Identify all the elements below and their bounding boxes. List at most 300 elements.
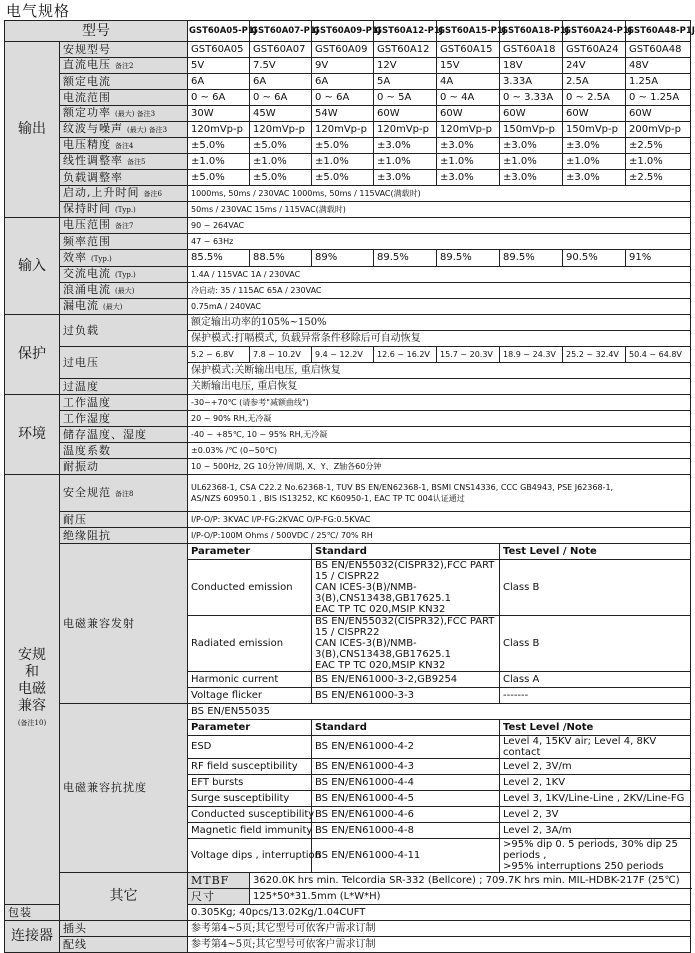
value-cell: ±2.5% [626,170,691,186]
ems-header: Standard [312,720,500,736]
value-cell: 9V [312,58,374,74]
value-cell: 6A [188,74,250,90]
value-cell: 0 ~ 6A [188,90,250,106]
row-label: 尺寸 [191,889,215,903]
row-label-cell [60,704,188,873]
value-cell: 90 ~ 264VAC [188,218,691,234]
row-label-cell [60,921,188,937]
row-label-cell [60,202,188,218]
value-cell: 保护模式:打嗝模式, 负载异常条件移除后可自动恢复 [188,331,691,347]
category-line: 兼容 [18,698,46,714]
value-cell: ±1.0% [374,154,437,170]
cell-line: CAN ICES-3(B)/NMB-3(B),CNS13438,GB17625.1 [315,582,451,604]
row-label: 包装 [8,905,32,919]
row-note: (最大) [103,303,123,311]
value-cell: 0 ~ 6A [250,90,312,106]
value-cell: 60W [626,106,691,122]
value-cell: 5A [374,74,437,90]
row-label-cell [60,459,188,475]
row-label-cell [60,315,188,347]
value-cell: 89.5% [374,250,437,267]
value-cell: 0 ~ 1.25A [626,90,691,106]
table-row [5,544,691,560]
cell-line: >95% interruptions 250 periods [503,861,664,872]
row-label: 负载调整率 [63,170,123,184]
cell-line: BS EN/EN61000-3-3 [315,690,414,701]
row-label: 额定电流 [63,74,111,88]
value-cell: GST60A24 [563,42,626,58]
table-row [5,138,691,154]
value-cell: 30W [188,106,250,122]
row-note: 备注6 [143,190,162,198]
category-line: 和 [25,664,39,680]
row-note: 备注7 [115,222,134,230]
table-row [5,512,691,528]
value-cell: 0 ~ 3.33A [500,90,563,106]
table-row [5,347,691,363]
value-cell: ±5.0% [312,170,374,186]
table-row [5,74,691,90]
row-label-cell [60,299,188,315]
emi-param: Conducted emission [188,560,312,616]
table-row [5,873,691,889]
value-cell: 120mVp-p [437,122,500,138]
row-label-cell [60,74,188,90]
row-label: 电流范围 [63,90,111,104]
row-label-cell [60,170,188,186]
ems-level [500,823,691,839]
value-cell: 150mVp-p [563,122,626,138]
row-note: (最大) 备注3 [115,110,156,118]
table-row [5,395,691,411]
cell-line: Level 2, 3A/m [503,825,572,836]
emi-header: Standard [312,544,500,560]
row-note: 备注5 [127,158,146,166]
table-row [5,283,691,299]
table-row [5,315,691,331]
value-cell: 0 ~ 5A [374,90,437,106]
row-label: 纹波与噪声 [63,122,123,135]
value-cell: GST60A15 [437,42,500,58]
category-line: 安规 [18,647,46,663]
row-label: 线性调整率 [63,154,123,167]
table-row [5,921,691,937]
value-cell: 200mVp-p [626,122,691,138]
model-name: GST60A12-P1J [374,21,437,42]
value-cell: 0 ~ 6A [312,90,374,106]
category-input: 输入 [5,218,60,315]
row-label-cell [60,42,188,58]
value-cell: ±2.5% [626,138,691,154]
value-cell: 1000ms, 50ms / 230VAC 1000ms, 50ms / 115VAC(满载时) [188,186,691,202]
value-cell: 3620.0K hrs min. Telcordia SR-332 (Bellcore) ; 709.7K hrs min. MIL-HDBK-217F (25℃) [250,873,691,889]
value-cell: 7.8 ~ 10.2V [250,347,312,363]
row-label: 额定功率 [63,106,111,119]
cell-line: Level 4, 15KV air; Level 4, 8KV contact [503,736,657,758]
value-cell: ±5.0% [188,138,250,154]
row-label: 工作温度 [63,395,111,409]
row-label: 电压精度 [63,138,111,151]
cell-line: Level 2, 3V [503,809,559,820]
value-cell: 12V [374,58,437,74]
value-cell: 25.2 ~ 32.4V [563,347,626,363]
row-label-cell [60,186,188,202]
category-others: 其它 [60,873,188,921]
ems-standard: BS EN/EN61000-4-5 [312,791,500,807]
table-row [5,475,691,512]
model-name: GST60A15-P1J [437,21,500,42]
table-row [5,427,691,443]
value-cell: 89.5% [437,250,500,267]
table-row [5,170,691,186]
row-label: 浪涌电流 [63,283,111,296]
value-cell: GST60A48 [626,42,691,58]
table-row [5,186,691,202]
row-label: 过负载 [63,323,99,337]
value-cell: 6A [250,74,312,90]
value-cell: 5.2 ~ 6.8V [188,347,250,363]
ems-standard: BS EN/EN61000-4-3 [312,759,500,775]
ems-standard: BS EN/EN61000-4-8 [312,823,500,839]
value-cell: 0.75mA / 240VAC [188,299,691,315]
ems-level [500,775,691,791]
ems-level [500,807,691,823]
value-cell: 150mVp-p [500,122,563,138]
row-label: 过电压 [63,355,99,369]
ems-header: Parameter [188,720,312,736]
model-name: GST60A18-P1J [500,21,563,42]
emi-standard [312,688,500,704]
ems-param: Voltage dips , interruption [188,839,312,873]
value-cell: 1.4A / 115VAC 1A / 230VAC [188,267,691,283]
category-connector: 连接器 [5,921,60,953]
value-cell: 60W [374,106,437,122]
value-cell: ±3.0% [437,170,500,186]
row-label-cell [60,138,188,154]
value-cell: 60W [500,106,563,122]
value-cell: GST60A07 [250,42,312,58]
category-protection: 保护 [5,315,60,395]
header-label: 型号 [5,21,188,42]
row-label: 耐压 [63,512,87,526]
row-label: MTBF [191,873,230,887]
table-row [5,58,691,74]
value-cell [188,475,691,512]
value-cell: 4A [437,74,500,90]
value-cell: 125*50*31.5mm (L*W*H) [250,889,691,905]
row-label: 保持时间 [63,202,111,215]
row-label: 电磁兼容发射 [63,616,135,630]
row-note: (最大) [115,287,135,295]
row-label: 过温度 [63,379,99,393]
value-cell: 89% [312,250,374,267]
table-row [5,106,691,122]
value-cell: 120mVp-p [250,122,312,138]
model-name: GST60A24-P1J [563,21,626,42]
value-cell: 保护模式:关断输出电压, 重启恢复 [188,363,691,379]
row-label-cell [60,234,188,250]
value-cell: 90.5% [563,250,626,267]
table-row [5,379,691,395]
row-label: 插头 [63,921,87,935]
value-cell: 冷启动: 35 / 115AC 65A / 230VAC [188,283,691,299]
cell-line: BS EN/EN61000-3-2,GB9254 [315,674,458,685]
value-cell: 15V [437,58,500,74]
table-row [5,21,691,42]
emi-level: ------- [500,688,691,704]
ems-header: Test Level /Note [500,720,691,736]
row-label-cell [60,90,188,106]
value-cell: ±1.0% [437,154,500,170]
value-cell: 0 ~ 2.5A [563,90,626,106]
value-cell: 24V [563,58,626,74]
value-cell: 45W [250,106,312,122]
value-cell: 9.4 ~ 12.2V [312,347,374,363]
row-label: 工作湿度 [63,411,111,425]
value-cell: 89.5% [500,250,563,267]
cell-line: Level 2, 3V/m [503,761,572,772]
row-note: (Typ.) [115,206,136,214]
value-cell: 91% [626,250,691,267]
value-cell: 54W [312,106,374,122]
row-label: 直流电压 [63,58,111,71]
emi-param: Radiated emission [188,616,312,672]
cell-line: >95% dip 0. 5 periods, 30% dip 25 periods , [503,839,678,861]
row-label-cell [60,58,188,74]
emi-header: Test Level / Note [500,544,691,560]
value-cell: I/P-O/P: 3KVAC I/P-FG:2KVAC O/P-FG:0.5KVAC [188,512,691,528]
row-note: 备注8 [115,489,134,498]
table-row [5,234,691,250]
value-cell: 参考第4~5页;其它型号可依客户需求订制 [188,937,691,953]
table-row [5,411,691,427]
value-cell: 12.6 ~ 16.2V [374,347,437,363]
emi-param: Voltage flicker [188,688,312,704]
row-label-cell [60,528,188,544]
row-label: 耐振动 [63,459,99,473]
table-row [5,250,691,267]
category-line: 电磁 [18,681,46,697]
row-label-cell [60,411,188,427]
model-name: GST60A48-P1J [626,21,691,42]
value-cell: ±1.0% [188,154,250,170]
model-name: GST60A09-P1J [312,21,374,42]
row-label: 电磁兼容抗扰度 [63,781,147,794]
value-cell: 额定输出功率的105%~150% [188,315,691,331]
table-row [5,154,691,170]
value-cell: ±3.0% [563,170,626,186]
row-label-cell [60,154,188,170]
row-label-cell [188,873,250,889]
row-label: 启动,上升时间 [63,186,140,199]
value-cell: 0 ~ 4A [437,90,500,106]
value-cell: 18V [500,58,563,74]
row-note: 备注4 [115,142,134,150]
ems-level [500,736,691,759]
row-label-cell [60,106,188,122]
value-cell: 15.7 ~ 20.3V [437,347,500,363]
row-label-cell [60,937,188,953]
cell-line: Level 2, 1KV [503,777,566,788]
value-cell: ±1.0% [312,154,374,170]
value-cell: 1.25A [626,74,691,90]
emi-level: Class B [500,616,691,672]
value-cell: 48V [626,58,691,74]
cell-line: UL62368-1, CSA C22.2 No.62368-1, TUV BS EN/EN62368-1, BSMI CNS14336, CCC GB4943, PSE J62368-1, [191,483,614,492]
emi-level: Class B [500,560,691,616]
value-cell: 60W [563,106,626,122]
row-label-cell [60,347,188,379]
value-cell: -30~+70℃ (请参考"减额曲线") [188,395,691,411]
value-cell: ±5.0% [188,170,250,186]
value-cell: ±3.0% [500,170,563,186]
value-cell: 85.5% [188,250,250,267]
emi-standard [312,616,500,672]
row-label-cell [60,512,188,528]
value-cell: I/P-O/P:100M Ohms / 500VDC / 25℃/ 70% RH [188,528,691,544]
row-label: 储存温度、湿度 [63,427,147,441]
ems-standard: BS EN/EN61000-4-2 [312,736,500,759]
value-cell: 120mVp-p [312,122,374,138]
value-cell: 关断输出电压, 重启恢复 [188,379,691,395]
value-cell: 50ms / 230VAC 15ms / 115VAC(满载时) [188,202,691,218]
spec-table [4,20,695,953]
table-row [5,218,691,234]
row-label: 绝缘阻抗 [63,528,111,542]
row-label: 安规型号 [63,42,111,56]
emi-level: Class A [500,672,691,688]
ems-level [500,791,691,807]
row-label: 配线 [63,937,87,951]
ems-param: Conducted susceptibility [188,807,312,823]
value-cell: 47 ~ 63Hz [188,234,691,250]
row-label: 漏电流 [63,299,99,312]
category-note: (备注10) [17,719,47,727]
value-cell: 20 ~ 90% RH,无冷凝 [188,411,691,427]
table-row [5,459,691,475]
value-cell: 参考第4~5页;其它型号可依客户需求订制 [188,921,691,937]
table-row [5,443,691,459]
emi-header: Parameter [188,544,312,560]
emi-param: Harmonic current [188,672,312,688]
table-row [5,704,691,720]
table-row [5,267,691,283]
row-label-cell [60,427,188,443]
row-note: (最大) 备注3 [127,126,168,134]
value-cell: 60W [437,106,500,122]
cell-line: AS/NZS 60950.1 , BIS IS13252, KC K60950-1, EAC TP TC 004认证通过 [191,494,465,503]
value-cell: ±3.0% [374,138,437,154]
page-title: 电气规格 [6,2,71,20]
row-label: 频率范围 [63,234,111,248]
ems-param: ESD [188,736,312,759]
value-cell: GST60A12 [374,42,437,58]
value-cell: ±0.03% /℃ (0~50℃) [188,443,691,459]
ems-top: BS EN/EN55035 [188,704,691,720]
value-cell: 7.5V [250,58,312,74]
row-label-cell [60,443,188,459]
value-cell: 88.5% [250,250,312,267]
row-label: 安全规范 [63,485,111,499]
cell-line: BS EN/EN55032(CISPR32),FCC PART 15 / CISPR22 [315,560,495,582]
emi-standard [312,672,500,688]
value-cell: ±1.0% [500,154,563,170]
row-label-cell [60,395,188,411]
cell-line: EAC TP TC 020,MSIP KN32 [315,604,446,615]
category-environment: 环境 [5,395,60,475]
table-row [5,90,691,106]
row-label: 温度系数 [63,443,111,457]
ems-param: EFT bursts [188,775,312,791]
value-cell: GST60A18 [500,42,563,58]
value-cell: ±3.0% [374,170,437,186]
row-label-cell [5,905,60,921]
ems-standard: BS EN/EN61000-4-11 [312,839,500,873]
value-cell: ±1.0% [250,154,312,170]
value-cell: 18.9 ~ 24.3V [500,347,563,363]
value-cell: ±5.0% [250,170,312,186]
value-cell: ±1.0% [626,154,691,170]
value-cell: 120mVp-p [374,122,437,138]
emi-standard [312,560,500,616]
row-label-cell [188,889,250,905]
value-cell: ±3.0% [500,138,563,154]
value-cell: GST60A05 [188,42,250,58]
row-label-cell [60,218,188,234]
table-row [5,122,691,138]
row-label-cell [60,267,188,283]
value-cell: 6A [312,74,374,90]
row-label-cell [60,379,188,395]
ems-standard: BS EN/EN61000-4-6 [312,807,500,823]
row-label: 交流电流 [63,267,111,280]
table-row [5,528,691,544]
value-cell: GST60A09 [312,42,374,58]
table-row [5,937,691,953]
value-cell: 0.305Kg; 40pcs/13.02Kg/1.04CUFT [188,905,691,921]
row-label-cell [60,544,188,704]
row-label-cell [60,283,188,299]
ems-level [500,839,691,873]
value-cell: -40 ~ +85℃, 10 ~ 95% RH,无冷凝 [188,427,691,443]
value-cell: ±5.0% [312,138,374,154]
table-row [5,42,691,58]
row-label: 电压范围 [63,218,111,231]
cell-line: EAC TP TC 020,MSIP KN32 [315,660,446,671]
cell-line: Level 3, 1KV/Line-Line , 2KV/Line-FG [503,793,685,804]
value-cell: 10 ~ 500Hz, 2G 10分钟/周期, X、Y、Z轴各60分钟 [188,459,691,475]
table-row [5,202,691,218]
value-cell: 120mVp-p [188,122,250,138]
category-output: 输出 [5,42,60,218]
ems-standard: BS EN/EN61000-4-4 [312,775,500,791]
ems-param: Surge susceptibility [188,791,312,807]
value-cell: ±5.0% [250,138,312,154]
value-cell: ±3.0% [437,138,500,154]
row-note: 备注2 [115,62,134,70]
value-cell: 5V [188,58,250,74]
model-name: GST60A07-P1J [250,21,312,42]
ems-level [500,759,691,775]
ems-param: RF field susceptibility [188,759,312,775]
row-note: (Typ.) [91,254,112,263]
value-cell: 50.4 ~ 64.8V [626,347,691,363]
row-label-cell [60,250,188,267]
value-cell: ±3.0% [563,138,626,154]
row-label: 效率 [63,250,87,264]
category-safety-emc [5,475,60,905]
value-cell: ±1.0% [563,154,626,170]
